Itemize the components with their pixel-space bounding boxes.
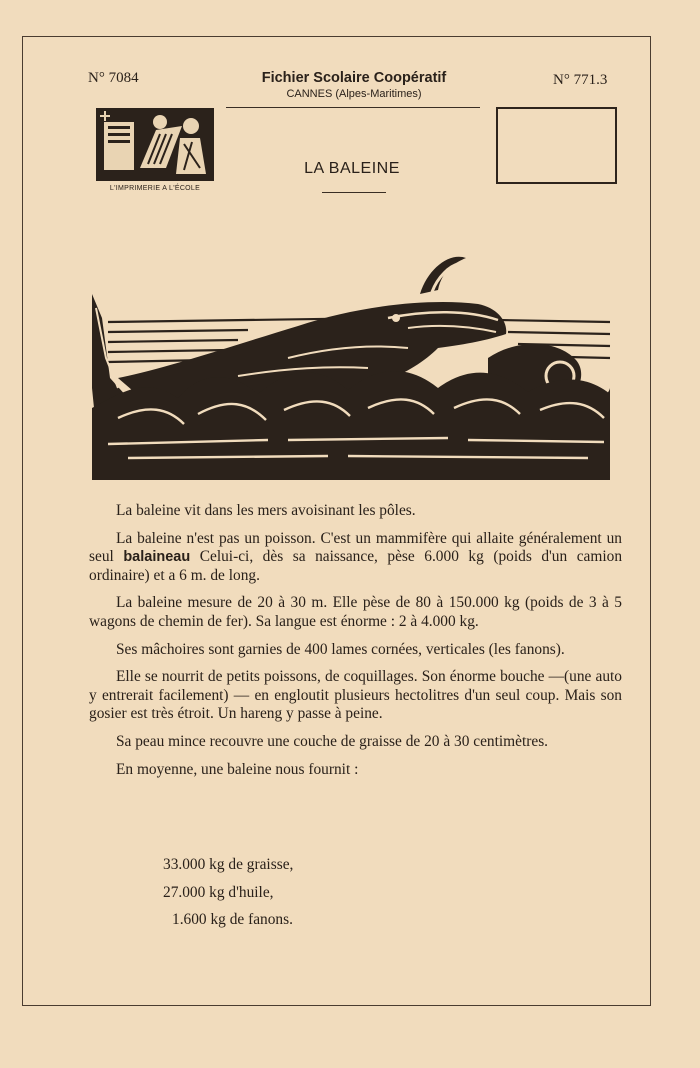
stat-oil: 27.000 kg d'huile, [163,884,274,901]
card-number-right: N° 771.3 [553,72,608,88]
stamp-box [496,107,617,184]
publisher-location: CANNES (Alpes-Maritimes) [286,88,422,100]
stat-fat: 33.000 kg de graisse, [163,856,294,873]
paragraph-diet: Elle se nourrit de petits poissons, de coquillages. Son énorme bouche —(une auto y entrerait facilement) — en engloutit plusieurs hectolitres d'un seul coup. Mais son gosier est très étroit. Un hareng y passe à peine. [89,668,622,723]
publisher-title: Fichier Scolaire Coopératif [261,70,447,86]
paragraph-mammal-part1: La baleine n'est pas un poisson. C'est un mammifère qui allaite généralement un seul [89,529,622,566]
card-number-left: N° 7084 [88,70,139,86]
title-rule [322,192,386,193]
whale-woodcut-illustration [88,248,614,480]
paragraph-mammal-part2: Celui-ci, dès sa naissance, pèse 6.000 kg (poids d'un camion ordinaire) et a 6 m. de long. [89,548,623,584]
logo-caption: L'IMPRIMERIE A L'ÉCOLE [109,185,201,192]
paragraph-yield: En moyenne, une baleine nous fournit : [116,760,359,778]
paragraph-mammal [89,530,622,586]
paragraph-habitat: La baleine vit dans les mers avoisinant les pôles. [116,502,416,519]
paragraph-jaws: Ses mâchoires sont garnies de 400 lames cornées, verticales (les fanons). [116,640,565,658]
paragraph-mammal-bold: balaineau [123,549,191,566]
paragraph-skin: Sa peau mince recouvre une couche de graisse de 20 à 30 centimètres. [116,732,549,750]
header-rule [226,107,480,108]
printing-press-logo [96,108,214,181]
page-title: LA BALEINE [304,160,400,177]
stat-baleen: 1.600 kg de fanons. [172,911,293,928]
article-body [89,502,623,788]
paragraph-size: La baleine mesure de 20 à 30 m. Elle pèse de 80 à 150.000 kg (poids de 3 à 5 wagons de chemin de fer). Sa langue est énorme : 2 à 4.000 kg. [89,594,622,630]
